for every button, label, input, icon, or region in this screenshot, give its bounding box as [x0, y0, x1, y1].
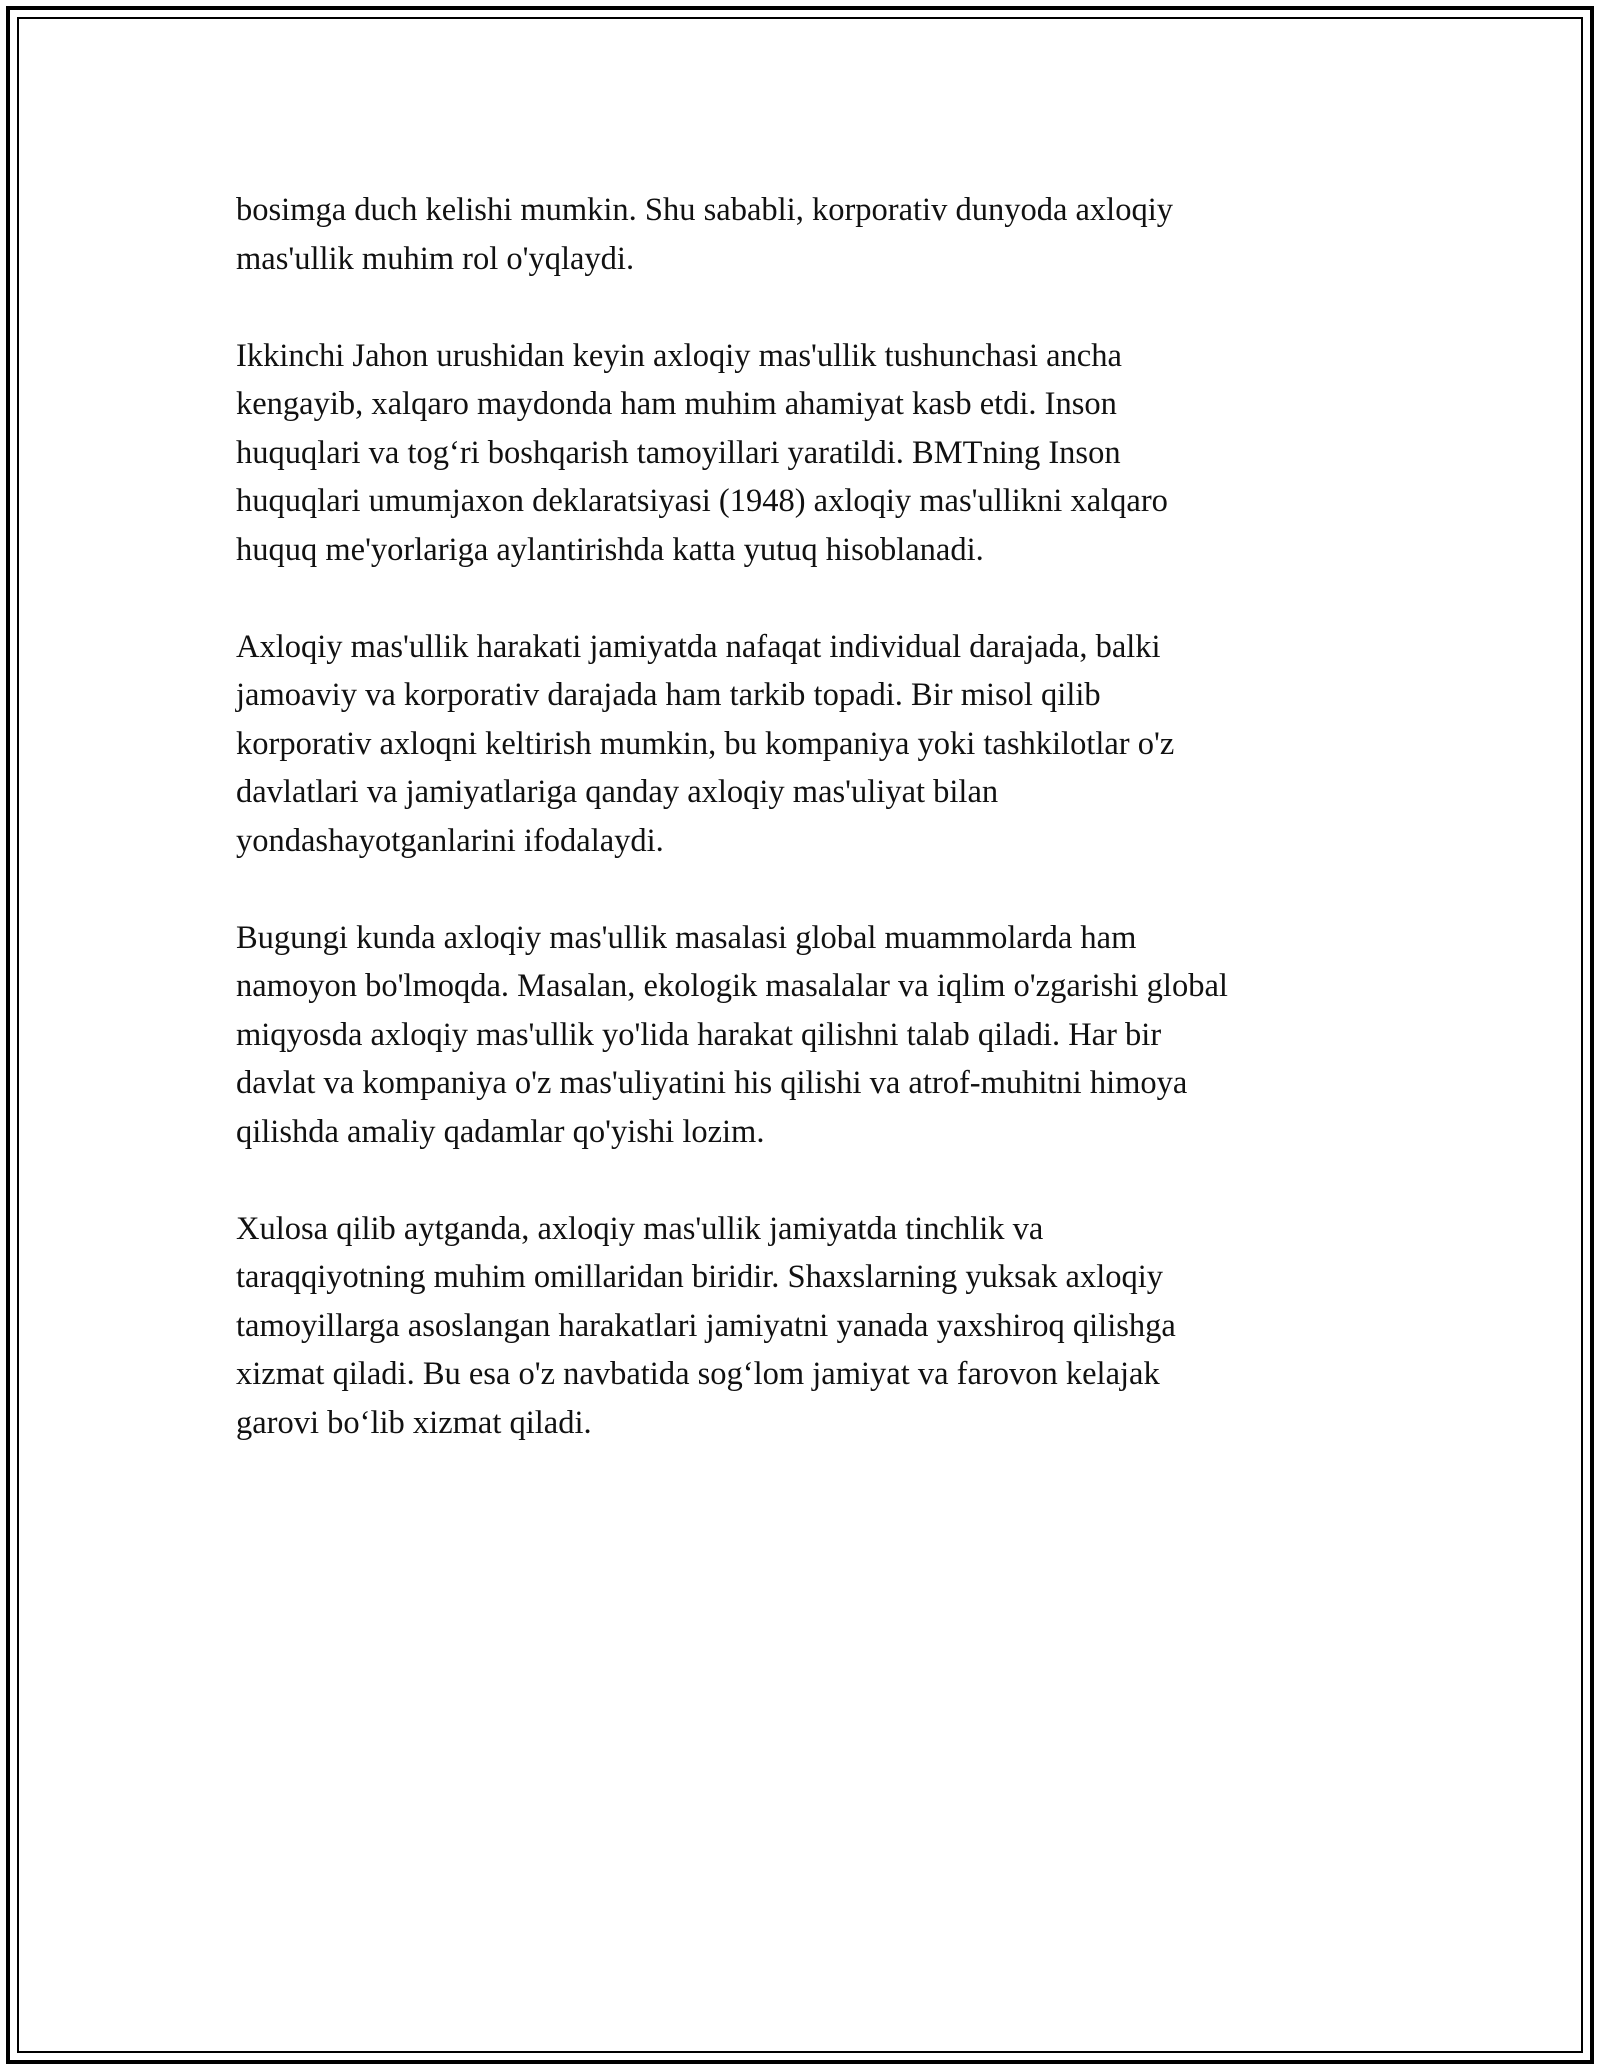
paragraph-3: Axloqiy mas'ullik harakati jamiyatda nafaqat individual darajada, balki jamoaviy va korporativ darajada ham tarkib topadi. Bir misol qilib korporativ axloqni keltirish mumkin, bu kompaniya yoki tashkilotlar o'z davlatlari va jamiyatlariga qanday axloqiy mas'uliyat bilan yondashayotganlarini ifodalaydi. — [236, 628, 1175, 859]
paragraph-4: Bugungi kunda axloqiy mas'ullik masalasi global muammolarda ham namoyon bo'lmoqda. Masalan, ekologik masalalar va iqlim o'zgarishi global miqyosda axloqiy mas'ullik yo'lida harakat qilishni talab qiladi. Har bir davlat va kompaniya o'z mas'uliyatini his qilishi va atrof-muhitni himoya qilishda amaliy qadamlar qo'yishi lozim. — [236, 919, 1228, 1150]
document-body — [236, 186, 1366, 1496]
paragraph-5: Xulosa qilib aytganda, axloqiy mas'ullik jamiyatda tinchlik va taraqqiyotning muhim omillaridan biridir. Shaxslarning yuksak axloqiy tamoyillarga asoslangan harakatlari jamiyatni yanada yaxshiroq qilishga xizmat qiladi. Bu esa o'z navbatida sog‘lom jamiyat va farovon kelajak garovi bo‘lib xizmat qiladi. — [236, 1210, 1176, 1441]
paragraph-1: bosimga duch kelishi mumkin. Shu sababli, korporativ dunyoda axloqiy mas'ullik muhim rol o'yqlaydi. — [236, 192, 1173, 277]
paragraph-2: Ikkinchi Jahon urushidan keyin axloqiy mas'ullik tushunchasi ancha kengayib, xalqaro maydonda ham muhim ahamiyat kasb etdi. Inson huquqlari va tog‘ri boshqarish tamoyillari yaratildi. BMTning Inson huquqlari umumjaxon deklaratsiyasi (1948) axloqiy mas'ullikni xalqaro huquq me'yorlariga aylantirishda katta yutuq hisoblanadi. — [236, 337, 1168, 568]
